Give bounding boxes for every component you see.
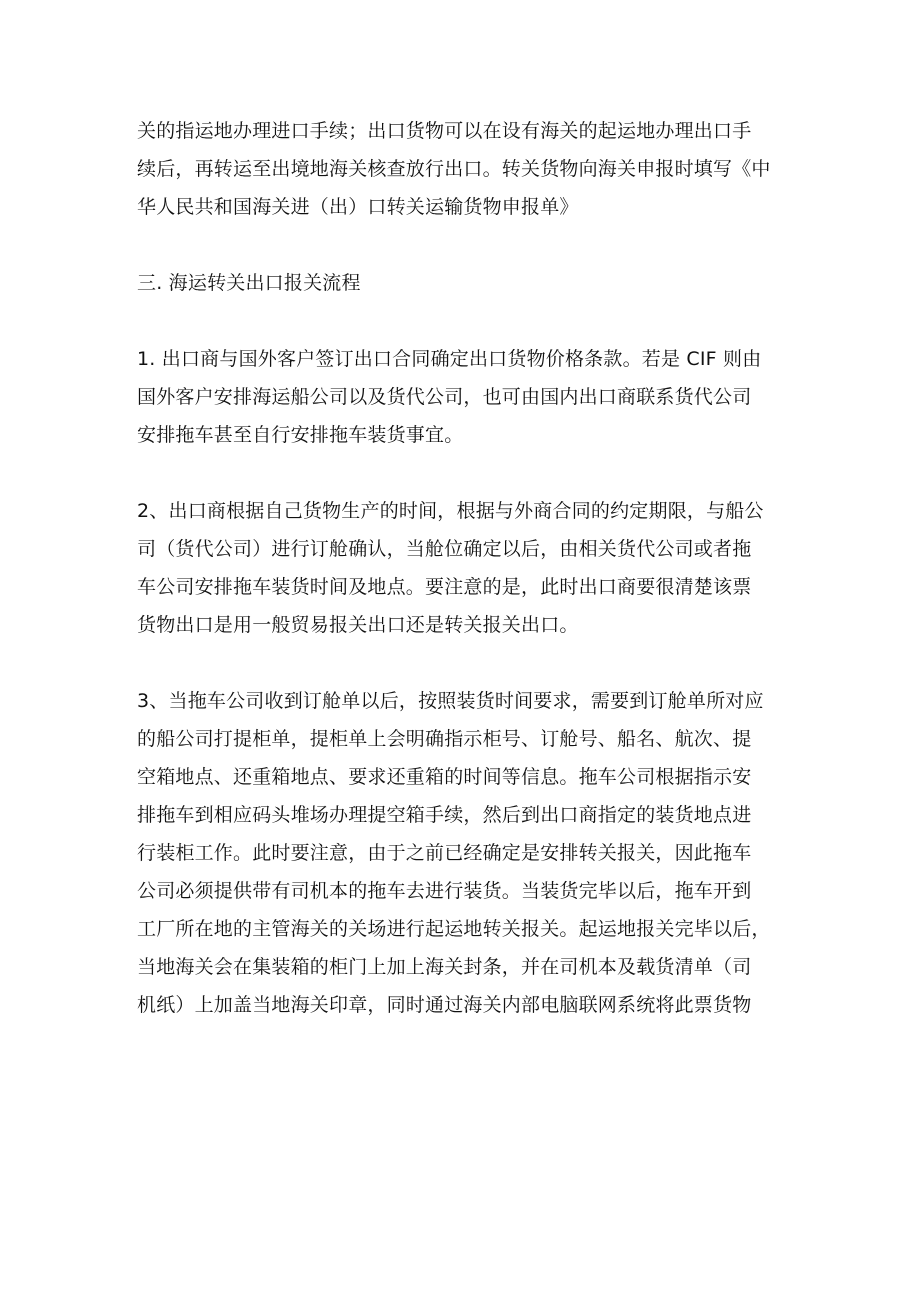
text-line: 当地海关会在集装箱的柜门上加上海关封条，并在司机本及载货清单（司 (137, 956, 752, 978)
paragraph-spacer (137, 226, 797, 264)
text-line: 续后，再转运至出境地海关核查放行出口。转关货物向海关申报时填写《中 (137, 158, 771, 180)
text-line: 1. 出口商与国外客户签订出口合同确定出口货物价格条款。若是 CIF 则由 (137, 348, 762, 370)
text-line: 货物出口是用一般贸易报关出口还是转关报关出口。 (137, 614, 579, 636)
text-line: 行装柜工作。此时要注意，由于之前已经确定是安排转关报关，因此拖车 (137, 842, 752, 864)
text-line: 公司必须提供带有司机本的拖车去进行装货。当装货完毕以后，拖车开到 (137, 880, 752, 902)
paragraph-intro-continuation (137, 112, 797, 226)
paragraph-spacer (137, 454, 797, 492)
text-line: 空箱地点、还重箱地点、要求还重箱的时间等信息。拖车公司根据指示安 (137, 766, 752, 788)
text-line: 华人民共和国海关进（出）口转关运输货物申报单》 (137, 196, 579, 218)
text-line: 的船公司打提柜单，提柜单上会明确指示柜号、订舱号、船名、航次、提 (137, 728, 752, 750)
text-line: 排拖车到相应码头堆场办理提空箱手续，然后到出口商指定的装货地点进 (137, 804, 752, 826)
heading-text: 三. 海运转关出口报关流程 (137, 272, 361, 294)
document-body (137, 112, 797, 1024)
paragraph-step-3 (137, 682, 797, 1024)
text-line: 机纸）上加盖当地海关印章，同时通过海关内部电脑联网系统将此票货物 (137, 994, 752, 1016)
text-line: 3、当拖车公司收到订舱单以后，按照装货时间要求，需要到订舱单所对应 (137, 690, 764, 712)
text-line: 2、出口商根据自己货物生产的时间，根据与外商合同的约定期限，与船公 (137, 500, 764, 522)
text-line: 安排拖车甚至自行安排拖车装货事宜。 (137, 424, 464, 446)
paragraph-step-1 (137, 340, 797, 454)
text-line: 关的指运地办理进口手续；出口货物可以在设有海关的起运地办理出口手 (137, 120, 752, 142)
section-heading (137, 264, 797, 302)
text-line: 国外客户安排海运船公司以及货代公司，也可由国内出口商联系货代公司 (137, 386, 752, 408)
text-line: 车公司安排拖车装货时间及地点。要注意的是，此时出口商要很清楚该票 (137, 576, 752, 598)
paragraph-spacer (137, 302, 797, 340)
text-line: 工厂所在地的主管海关的关场进行起运地转关报关。起运地报关完毕以后， (137, 918, 771, 940)
text-line: 司（货代公司）进行订舱确认，当舱位确定以后，由相关货代公司或者拖 (137, 538, 752, 560)
paragraph-step-2 (137, 492, 797, 644)
paragraph-spacer (137, 644, 797, 682)
